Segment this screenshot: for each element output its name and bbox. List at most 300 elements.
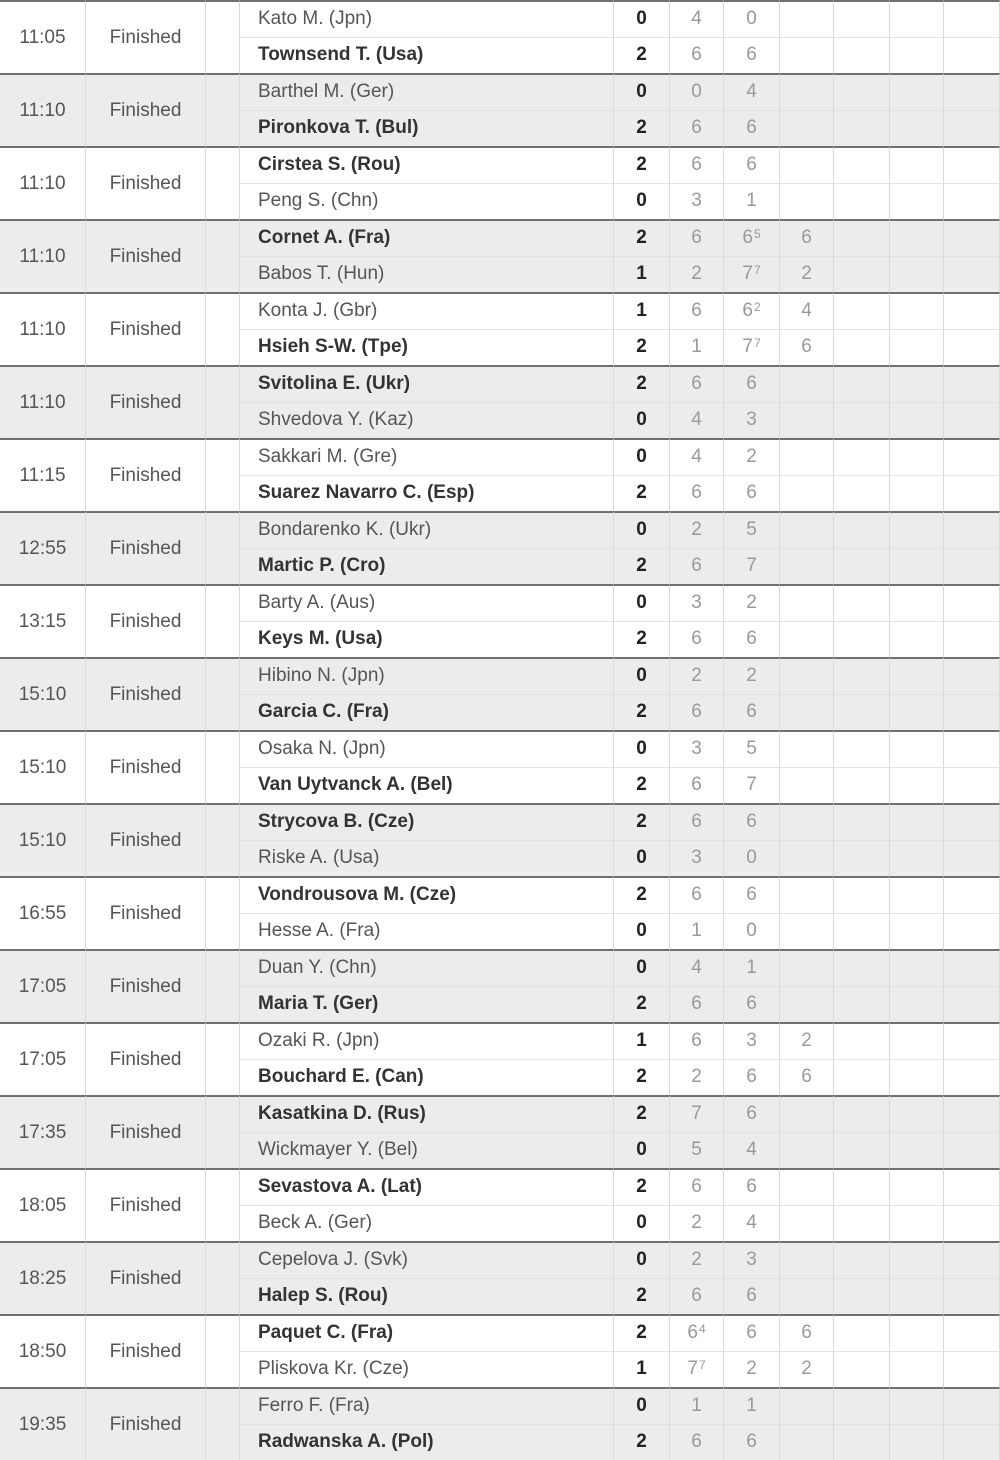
set-score [834,949,890,986]
set-games: 6 [801,1322,812,1344]
spacer-cell [206,1095,240,1168]
set-score [834,1059,890,1096]
set-score [944,840,1000,877]
match-status: Finished [86,365,206,438]
tiebreak-score: 7 [699,1358,706,1372]
set-score [724,621,780,658]
player-name[interactable]: Hibino N. (Jpn) [240,657,614,694]
player-name[interactable]: Beck A. (Ger) [240,1205,614,1242]
player-name[interactable]: Barthel M. (Ger) [240,73,614,110]
player-name[interactable]: Pironkova T. (Bul) [240,110,614,147]
set-score [724,110,780,147]
set-score [724,1278,780,1315]
set-score [780,110,834,147]
match-status: Finished [86,0,206,73]
player-name[interactable]: Bondarenko K. (Ukr) [240,511,614,548]
set-score [834,1387,890,1424]
set-score [724,146,780,183]
set-score [780,511,834,548]
tiebreak-score: 5 [754,227,761,241]
set-games: 4 [801,300,812,322]
sets-won: 2 [614,1095,670,1132]
set-score [724,584,780,621]
set-games: 3 [746,409,757,431]
spacer-cell [206,146,240,219]
sets-won: 0 [614,1132,670,1169]
player-name[interactable]: Duan Y. (Chn) [240,949,614,986]
spacer-cell [206,1241,240,1314]
set-score [834,1424,890,1460]
match-status: Finished [86,219,206,292]
sets-won: 2 [614,876,670,913]
set-score [890,1241,944,1278]
player-name[interactable]: Sakkari M. (Gre) [240,438,614,475]
match-status: Finished [86,657,206,730]
set-score [944,1278,1000,1315]
set-games: 6 [691,555,702,577]
player-name[interactable]: Vondrousova M. (Cze) [240,876,614,913]
set-score [670,292,724,329]
set-score [670,1059,724,1096]
set-score [780,402,834,439]
set-score [670,657,724,694]
set-score [724,0,780,37]
spacer-cell [206,0,240,73]
set-score [724,1095,780,1132]
set-score [890,402,944,439]
match-status: Finished [86,1314,206,1387]
spacer-cell [206,876,240,949]
player-name[interactable]: Hesse A. (Fra) [240,913,614,950]
set-score [780,438,834,475]
set-score [670,0,724,37]
set-score [834,438,890,475]
set-score [780,1387,834,1424]
player-name[interactable]: Hsieh S-W. (Tpe) [240,329,614,366]
sets-won: 2 [614,767,670,804]
set-score [780,876,834,913]
set-score [834,657,890,694]
sets-won: 2 [614,694,670,731]
sets-won: 0 [614,657,670,694]
set-score [780,840,834,877]
set-score [780,803,834,840]
set-score [780,1168,834,1205]
set-score [724,876,780,913]
set-score [670,219,724,256]
set-score [780,1241,834,1278]
set-score [670,183,724,220]
set-score [670,146,724,183]
set-score [834,1168,890,1205]
set-score [834,37,890,74]
set-score [834,110,890,147]
set-score [890,146,944,183]
set-games: 6 [691,117,702,139]
set-score [780,694,834,731]
set-score [670,548,724,585]
set-score [890,584,944,621]
set-score [834,584,890,621]
player-name[interactable]: Paquet C. (Fra) [240,1314,614,1351]
set-score [890,1278,944,1315]
player-name[interactable]: Van Uytvanck A. (Bel) [240,767,614,804]
set-score [670,803,724,840]
set-score [834,365,890,402]
sets-won: 2 [614,329,670,366]
set-score [944,949,1000,986]
match-time: 15:10 [0,803,86,876]
player-name[interactable]: Sevastova A. (Lat) [240,1168,614,1205]
player-name[interactable]: Maria T. (Ger) [240,986,614,1023]
set-games: 6 [746,993,757,1015]
match-time: 13:15 [0,584,86,657]
set-score [724,1168,780,1205]
set-score [834,183,890,220]
set-score [670,110,724,147]
sets-won: 0 [614,584,670,621]
match-status: Finished [86,1387,206,1460]
player-name[interactable]: Cirstea S. (Rou) [240,146,614,183]
set-score [780,767,834,804]
set-score [724,767,780,804]
set-score [890,73,944,110]
set-games: 2 [746,1358,757,1380]
set-score [780,0,834,37]
set-score [780,1278,834,1315]
spacer-cell [206,730,240,803]
set-score [834,1314,890,1351]
sets-won: 2 [614,986,670,1023]
set-score [834,511,890,548]
set-games: 6 [691,1176,702,1198]
set-games: 6 [691,628,702,650]
set-score [670,511,724,548]
player-name[interactable]: Strycova B. (Cze) [240,803,614,840]
set-score [944,37,1000,74]
player-name[interactable]: Shvedova Y. (Kaz) [240,402,614,439]
sets-won: 0 [614,1387,670,1424]
set-score [944,511,1000,548]
match-time: 19:35 [0,1387,86,1460]
set-score [890,840,944,877]
spacer-cell [206,1168,240,1241]
set-score [890,219,944,256]
tiebreak-score: 7 [754,263,761,277]
set-score [944,1387,1000,1424]
set-games: 2 [746,446,757,468]
set-games: 6 [691,373,702,395]
set-score [780,1314,834,1351]
set-games: 0 [746,8,757,30]
set-score [834,694,890,731]
set-games: 6 [691,993,702,1015]
spacer-cell [206,73,240,146]
sets-won: 0 [614,949,670,986]
set-games: 6 [746,373,757,395]
set-score [780,621,834,658]
sets-won: 0 [614,402,670,439]
set-score [724,840,780,877]
sets-won: 2 [614,1059,670,1096]
set-score [724,1132,780,1169]
set-score [670,1241,724,1278]
set-score [944,584,1000,621]
set-score [724,1387,780,1424]
player-name[interactable]: Cepelova J. (Svk) [240,1241,614,1278]
match-status: Finished [86,292,206,365]
set-score [724,1022,780,1059]
set-score [944,1351,1000,1388]
set-score [670,1132,724,1169]
set-score [890,548,944,585]
set-score [780,986,834,1023]
set-score [944,803,1000,840]
set-score [834,146,890,183]
sets-won: 2 [614,803,670,840]
set-score [944,183,1000,220]
match-status: Finished [86,949,206,1022]
set-games: 7 [742,336,753,358]
spacer-cell [206,292,240,365]
set-games: 0 [746,920,757,942]
set-score [670,1424,724,1460]
set-score [834,1095,890,1132]
set-games: 6 [691,774,702,796]
match-time: 18:05 [0,1168,86,1241]
set-score [834,913,890,950]
set-score [780,256,834,293]
set-score [944,1424,1000,1460]
match-time: 11:05 [0,0,86,73]
set-score [834,219,890,256]
set-score [834,986,890,1023]
set-games: 6 [691,154,702,176]
set-score [890,986,944,1023]
player-name[interactable]: Suarez Navarro C. (Esp) [240,475,614,512]
set-score [670,840,724,877]
set-score [944,146,1000,183]
set-games: 3 [691,592,702,614]
set-score [834,73,890,110]
sets-won: 0 [614,1205,670,1242]
sets-won: 2 [614,110,670,147]
set-score [890,730,944,767]
set-score [724,803,780,840]
set-score [724,1241,780,1278]
player-name[interactable]: Riske A. (Usa) [240,840,614,877]
sets-won: 1 [614,1351,670,1388]
set-games: 2 [801,263,812,285]
set-score [724,475,780,512]
tiebreak-score: 4 [699,1322,706,1336]
match-status: Finished [86,511,206,584]
set-score [780,146,834,183]
sets-won: 1 [614,1022,670,1059]
set-score [670,37,724,74]
set-games: 6 [742,300,753,322]
set-score [834,256,890,293]
set-games: 6 [746,628,757,650]
set-games: 5 [746,519,757,541]
player-name[interactable]: Wickmayer Y. (Bel) [240,1132,614,1169]
sets-won: 0 [614,438,670,475]
player-name[interactable]: Pliskova Kr. (Cze) [240,1351,614,1388]
set-score [890,1351,944,1388]
set-games: 1 [746,190,757,212]
set-games: 3 [746,1030,757,1052]
set-score [670,1095,724,1132]
sets-won: 2 [614,219,670,256]
set-games: 4 [691,446,702,468]
sets-won: 1 [614,292,670,329]
spacer-cell [206,511,240,584]
player-name[interactable]: Bouchard E. (Can) [240,1059,614,1096]
set-score [780,1022,834,1059]
set-score [780,949,834,986]
set-score [944,986,1000,1023]
set-score [890,292,944,329]
spacer-cell [206,1314,240,1387]
spacer-cell [206,803,240,876]
set-score [724,256,780,293]
set-score [944,256,1000,293]
set-score [890,1424,944,1460]
set-score [670,621,724,658]
player-name[interactable]: Osaka N. (Jpn) [240,730,614,767]
match-time: 18:25 [0,1241,86,1314]
match-time: 11:10 [0,219,86,292]
match-status: Finished [86,438,206,511]
player-name[interactable]: Martic P. (Cro) [240,548,614,585]
match-status: Finished [86,1095,206,1168]
set-games: 7 [687,1358,698,1380]
player-name[interactable]: Townsend T. (Usa) [240,37,614,74]
player-name[interactable]: Kasatkina D. (Rus) [240,1095,614,1132]
match-status: Finished [86,73,206,146]
set-games: 6 [746,1066,757,1088]
player-name[interactable]: Cornet A. (Fra) [240,219,614,256]
set-score [780,292,834,329]
match-time: 17:35 [0,1095,86,1168]
set-games: 4 [691,957,702,979]
set-games: 2 [691,1212,702,1234]
set-games: 6 [691,884,702,906]
set-score [670,1387,724,1424]
set-games: 1 [691,920,702,942]
set-score [890,803,944,840]
set-score [944,1022,1000,1059]
sets-won: 2 [614,1278,670,1315]
player-name[interactable]: Ozaki R. (Jpn) [240,1022,614,1059]
match-status: Finished [86,584,206,657]
set-score [890,438,944,475]
set-score [780,37,834,74]
set-games: 1 [691,1395,702,1417]
set-score [780,365,834,402]
set-score [724,1205,780,1242]
set-score [780,73,834,110]
set-score [670,1278,724,1315]
set-score [724,730,780,767]
set-score [944,292,1000,329]
set-score [670,986,724,1023]
player-name[interactable]: Peng S. (Chn) [240,183,614,220]
set-score [834,803,890,840]
player-name[interactable]: Babos T. (Hun) [240,256,614,293]
player-name[interactable]: Kato M. (Jpn) [240,0,614,37]
set-games: 7 [746,555,757,577]
player-name[interactable]: Barty A. (Aus) [240,584,614,621]
set-score [670,475,724,512]
set-score [944,0,1000,37]
player-name[interactable]: Keys M. (Usa) [240,621,614,658]
set-score [834,1351,890,1388]
player-name[interactable]: Halep S. (Rou) [240,1278,614,1315]
player-name[interactable]: Konta J. (Gbr) [240,292,614,329]
tiebreak-score: 2 [754,300,761,314]
set-score [834,730,890,767]
match-time: 12:55 [0,511,86,584]
sets-won: 0 [614,73,670,110]
set-score [890,511,944,548]
set-score [724,183,780,220]
set-score [834,840,890,877]
set-games: 6 [742,227,753,249]
set-games: 6 [746,1322,757,1344]
set-games: 6 [687,1322,698,1344]
set-score [780,1351,834,1388]
set-games: 1 [746,1395,757,1417]
set-score [724,73,780,110]
player-name[interactable]: Garcia C. (Fra) [240,694,614,731]
sets-won: 0 [614,183,670,220]
set-games: 3 [691,738,702,760]
set-games: 6 [746,1103,757,1125]
set-score [944,1095,1000,1132]
set-games: 6 [691,1030,702,1052]
set-score [890,1095,944,1132]
sets-won: 2 [614,37,670,74]
set-score [890,183,944,220]
player-name[interactable]: Radwanska A. (Pol) [240,1424,614,1460]
sets-won: 0 [614,913,670,950]
set-score [724,219,780,256]
set-games: 5 [691,1139,702,1161]
match-time: 18:50 [0,1314,86,1387]
set-score [724,37,780,74]
set-score [670,73,724,110]
set-score [944,1059,1000,1096]
set-score [944,402,1000,439]
sets-won: 0 [614,840,670,877]
set-score [944,621,1000,658]
set-games: 2 [801,1030,812,1052]
set-score [944,1314,1000,1351]
sets-won: 2 [614,548,670,585]
set-games: 3 [746,1249,757,1271]
set-games: 6 [691,44,702,66]
set-games: 2 [691,665,702,687]
set-score [724,694,780,731]
set-score [724,949,780,986]
set-score [834,1278,890,1315]
spacer-cell [206,219,240,292]
player-name[interactable]: Ferro F. (Fra) [240,1387,614,1424]
set-games: 4 [691,8,702,30]
player-name[interactable]: Svitolina E. (Ukr) [240,365,614,402]
tiebreak-score: 7 [754,336,761,350]
